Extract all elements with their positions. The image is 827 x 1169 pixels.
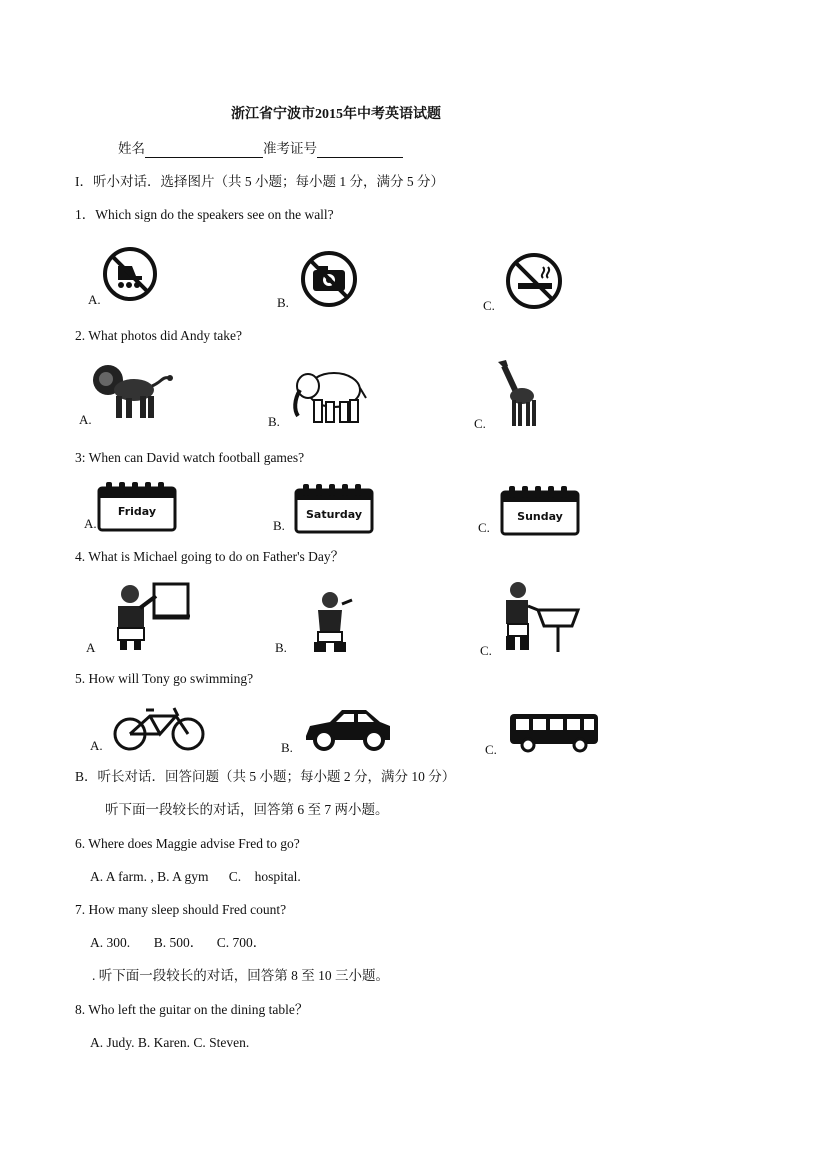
q4-option-a-letter: A [86,640,96,655]
boy-cleaning-window-icon [104,580,192,654]
question-8-options: A. Judy. B. Karen. C. Steven. [90,1035,250,1050]
name-id-line [118,140,403,158]
q3-option-a-letter: A. [84,516,97,531]
calendar-day-c: Sunday [517,510,563,523]
bicycle-icon [112,704,206,752]
car-icon [302,706,394,752]
no-smoking-sign-icon [505,252,563,310]
q5-option-a-letter: A. [90,738,103,753]
question-6-prompt: 6. Where does Maggie advise Fred to go? [75,836,300,851]
q5-option-c-letter: C. [485,742,497,757]
elephant-icon [288,364,370,426]
section1-heading: I．听小对话．选择图片（共 5 小题；每小题 1 分，满分 5 分） [75,174,444,189]
no-skating-sign-icon [102,246,158,302]
boy-sweeping-icon [302,590,358,656]
no-photography-sign-icon [300,250,358,308]
question-2-prompt: 2. What photos did Andy take? [75,328,242,343]
giraffe-icon [492,356,542,428]
section2-instruction-2: . 听下面一段较长的对话，回答第 8 至 10 三小题。 [92,968,389,983]
q5-option-b-letter: B. [281,740,293,755]
question-3-prompt: 3: When can David watch football games? [75,450,305,465]
question-5-prompt: 5. How will Tony go swimming? [75,671,254,686]
question-1-prompt: 1．Which sign do the speakers see on the wall? [75,207,334,222]
calendar-day-a: Friday [117,505,157,518]
q3-option-c-letter: C. [478,520,490,535]
section2-instruction-1: 听下面一段较长的对话，回答第 6 至 7 两小题。 [105,802,389,817]
question-4-prompt: 4. What is Michael going to do on Father's Day？ [75,549,345,564]
q2-option-b-letter: B. [268,414,280,429]
q1-option-b-letter: B. [277,295,289,310]
name-label: 姓名 [118,141,145,156]
q1-option-a-letter: A. [88,292,101,307]
q2-option-c-letter: C. [474,416,486,431]
id-blank[interactable] [317,143,403,158]
question-6-options: A. A farm. , B. A gym C. hospital. [90,869,301,884]
lion-icon [90,360,174,422]
section2-heading: B．听长对话．回答问题（共 5 小题；每小题 2 分，满分 10 分） [75,769,456,784]
q4-option-c-letter: C. [480,643,492,658]
question-7-prompt: 7. How many sleep should Fred count? [75,902,287,917]
bus-icon [508,712,600,754]
q1-option-c-letter: C. [483,298,495,313]
boy-washing-dishes-icon [498,580,580,656]
q4-option-b-letter: B. [275,640,287,655]
page-title: 浙江省宁波市2015年中考英语试题 [231,107,441,122]
id-label: 准考证号 [263,141,317,156]
question-7-options: A. 300. B. 500． C. 700． [90,935,267,950]
calendar-day-b: Saturday [306,508,362,521]
question-8-prompt: 8. Who left the guitar on the dining table？ [75,1002,309,1017]
q2-option-a-letter: A. [79,412,92,427]
q3-option-b-letter: B. [273,518,285,533]
name-blank[interactable] [145,143,263,158]
